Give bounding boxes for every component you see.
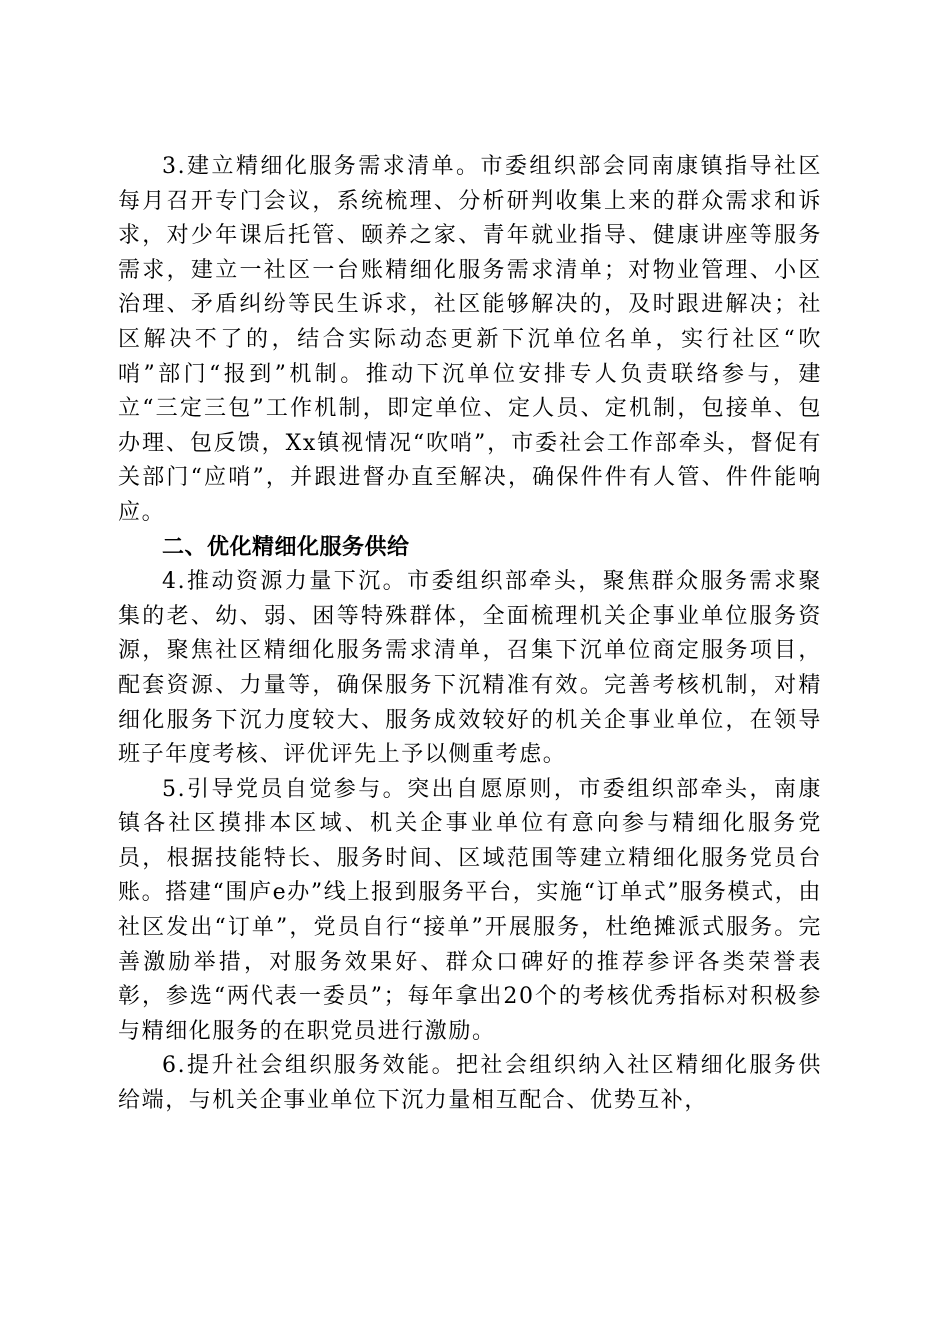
paragraph-3: 3.建立精细化服务需求清单。市委组织部会同南康镇指导社区每月召开专门会议，系统梳理、分析研判收集上来的群众需求和诉求，对少年课后托管、颐养之家、青年就业指导、健康讲座等服务需求，建立一社区一台账精细化服务需求清单；对物业管理、小区治理、矛盾纠纷等民生诉求，社区能够解决的，及时跟进解决；社区解决不了的，结合实际动态更新下沉单位名单，实行社区“吹哨”部门“报到”机制。推动下沉单位安排专人负责联络参与，建立“三定三包”工作机制，即定单位、定人员、定机制，包接单、包办理、包反馈，Xx镇视情况“吹哨”，市委社会工作部牵头，督促有关部门“应哨”，并跟进督办直至解决，确保件件有人管、件件能响应。 xyxy=(118,154,822,525)
paragraph-6: 6.提升社会组织服务效能。把社会组织纳入社区精细化服务供给端，与机关企事业单位下沉力量相互配合、优势互补， xyxy=(118,1053,822,1114)
document-body xyxy=(118,150,822,1119)
section-heading-2: 二、优化精细化服务供给 xyxy=(162,534,410,560)
paragraph-5: 5.引导党员自觉参与。突出自愿原则，市委组织部牵头，南康镇各社区摸排本区域、机关企事业单位有意向参与精细化服务党员，根据技能特长、服务时间、区域范围等建立精细化服务党员台账。搭建“围庐e办”线上报到服务平台，实施“订单式”服务模式，由社区发出“订单”，党员自行“接单”开展服务，杜绝摊派式服务。完善激励举措，对服务效果好、群众口碑好的推荐参评各类荣誉表彰，参选“两代表一委员”；每年拿出20个的考核优秀指标对积极参与精细化服务的在职党员进行激励。 xyxy=(118,776,822,1044)
paragraph-4: 4.推动资源力量下沉。市委组织部牵头，聚焦群众服务需求聚集的老、幼、弱、困等特殊群体，全面梳理机关企事业单位服务资源，聚焦社区精细化服务需求清单，召集下沉单位商定服务项目，配套资源、力量等，确保服务下沉精准有效。完善考核机制，对精细化服务下沉力度较大、服务成效较好的机关企事业单位，在领导班子年度考核、评优评先上予以侧重考虑。 xyxy=(118,569,822,768)
